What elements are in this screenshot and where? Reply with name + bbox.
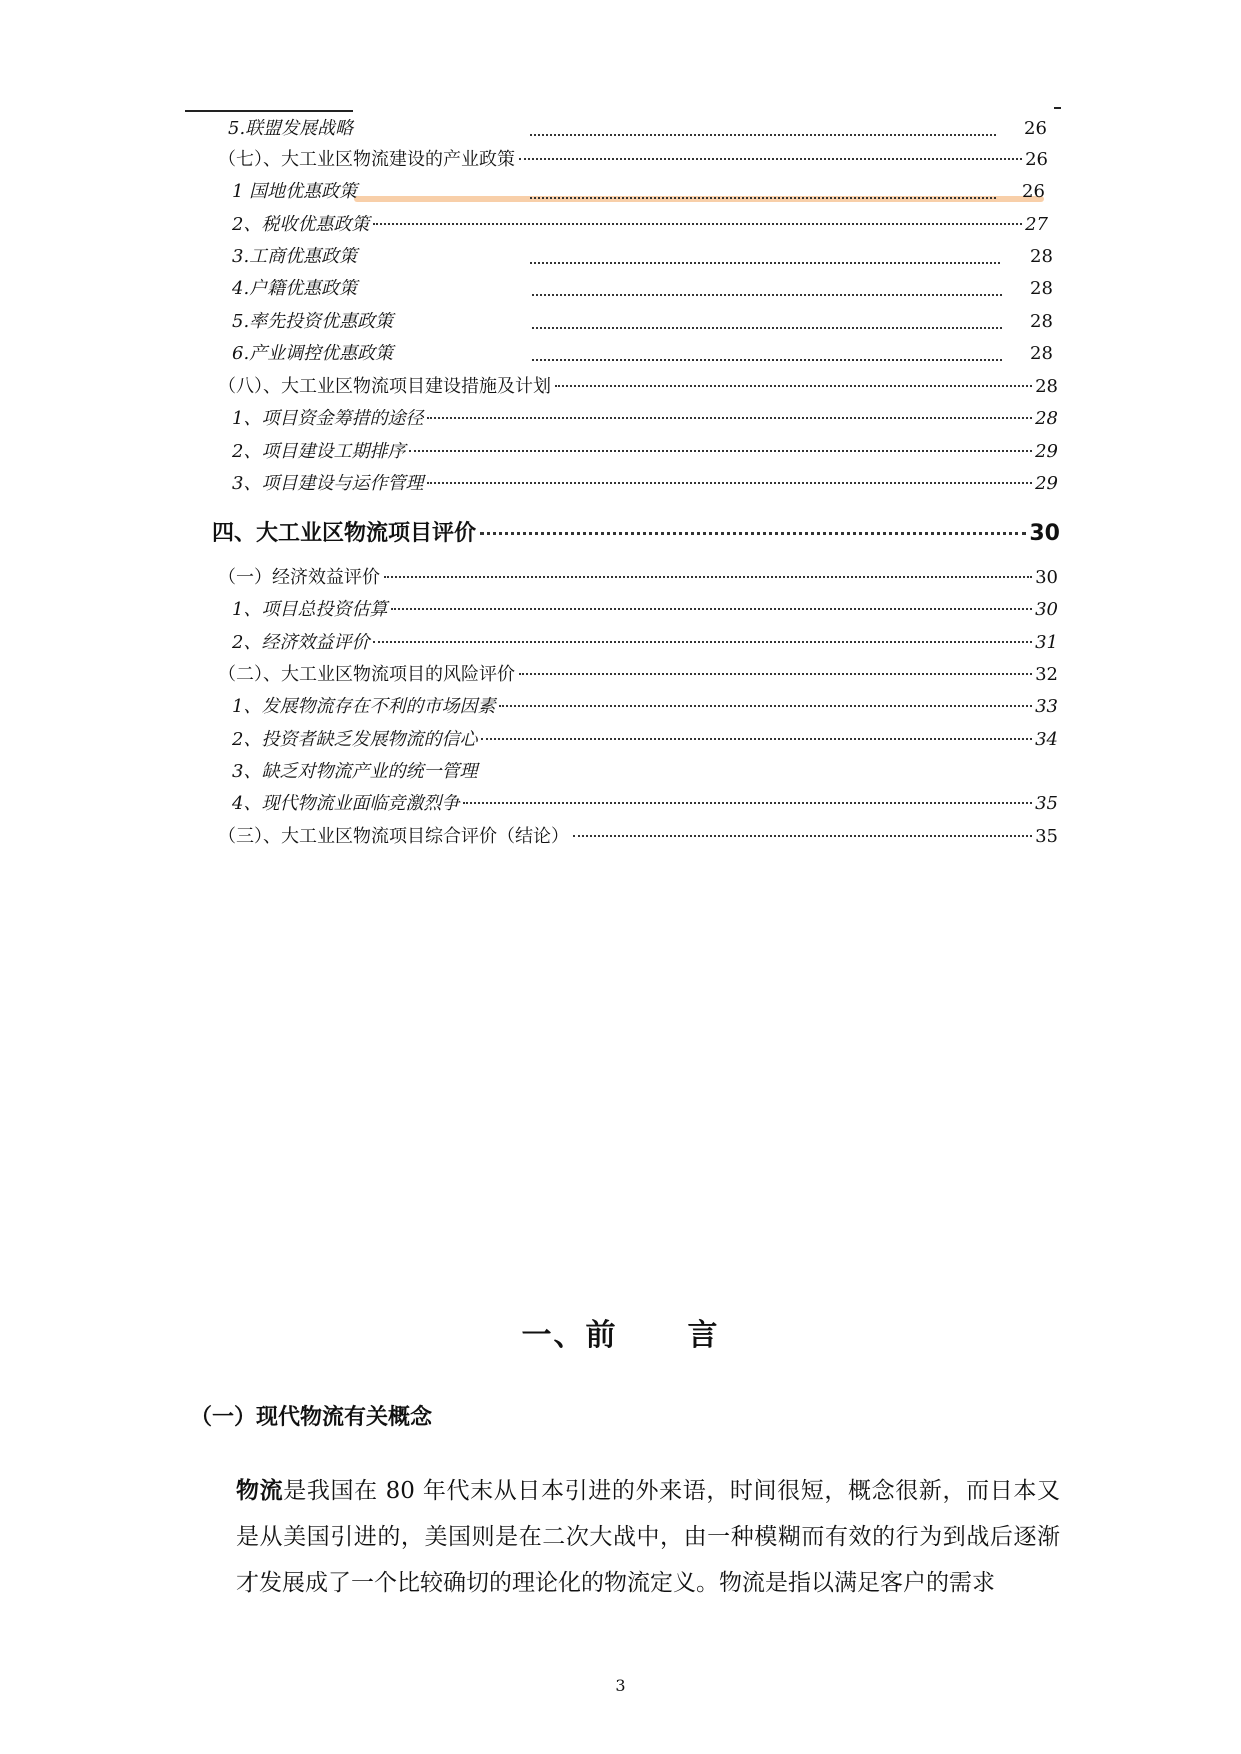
- toc-item-market-factors[interactable]: [232, 692, 1058, 722]
- toc-page-number: 28: [1030, 246, 1053, 267]
- toc-leader: [519, 158, 1022, 160]
- toc-item-land-policy[interactable]: [232, 177, 359, 207]
- toc-label: 2、经济效益评价: [232, 632, 370, 653]
- toc-page-number: 26: [1022, 181, 1045, 202]
- toc-leader: [384, 576, 1032, 578]
- toc-item-construction-plan[interactable]: [218, 372, 1058, 402]
- toc-leader: [519, 673, 1032, 675]
- toc-label: （八）、大工业区物流项目建设措施及计划: [218, 376, 551, 397]
- toc-item-commerce-policy[interactable]: [232, 242, 359, 272]
- toc-page-number: 26: [1025, 149, 1048, 170]
- toc-page-number: 32: [1035, 664, 1058, 685]
- toc-page-number: 35: [1035, 826, 1058, 847]
- toc-leader: [427, 482, 1032, 484]
- toc-leader: [532, 294, 1002, 296]
- toc-leader: [530, 262, 1000, 264]
- toc-item-unified-management[interactable]: [232, 757, 479, 787]
- toc-page-number: 29: [1035, 441, 1058, 462]
- toc-item-competition[interactable]: [232, 789, 1058, 819]
- toc-leader: [530, 197, 996, 199]
- toc-page-number: 31: [1035, 632, 1058, 653]
- toc-page-number: 27: [1025, 214, 1048, 235]
- toc-leader: [532, 359, 1002, 361]
- toc-label: 1、发展物流存在不利的市场因素: [232, 696, 496, 717]
- toc-label: 5.联盟发展战略: [228, 118, 354, 139]
- toc-item-economic-evaluation[interactable]: [218, 563, 1058, 593]
- chapter-title-part1: 一、前: [521, 1318, 618, 1353]
- toc-page-number: 28: [1030, 278, 1053, 299]
- toc-page-number: 35: [1035, 793, 1058, 814]
- toc-label: （二）、大工业区物流项目的风险评价: [218, 664, 515, 685]
- toc-item-chapter-four[interactable]: [212, 517, 1060, 551]
- toc-leader: [373, 641, 1032, 643]
- toc-item-comprehensive-evaluation[interactable]: [218, 822, 1058, 852]
- toc-page-number: 33: [1035, 696, 1058, 717]
- toc-leader: [555, 385, 1032, 387]
- toc-item-regulation-policy[interactable]: [232, 339, 395, 369]
- key-term: 物流: [236, 1478, 284, 1504]
- toc-page-number: 26: [1024, 118, 1047, 139]
- toc-label: 2、税收优惠政策: [232, 214, 370, 235]
- table-of-contents: [0, 0, 1241, 860]
- toc-label: 四、大工业区物流项目评价: [212, 521, 477, 546]
- page-number: 3: [615, 1676, 626, 1695]
- toc-item-schedule[interactable]: [232, 437, 1058, 467]
- toc-page-number: 34: [1035, 729, 1058, 750]
- toc-item-tax-policy[interactable]: [232, 210, 1048, 240]
- toc-page-number: 28: [1030, 311, 1053, 332]
- toc-leader: [499, 705, 1032, 707]
- toc-item-economic-benefit[interactable]: [232, 628, 1058, 658]
- toc-page-number: 28: [1030, 343, 1053, 364]
- toc-leader: [573, 835, 1032, 837]
- toc-label: 1 国地优惠政策: [232, 181, 358, 202]
- toc-label: 6.产业调控优惠政策: [232, 343, 394, 364]
- toc-page-number: 30: [1029, 521, 1060, 546]
- toc-label: 4、现代物流业面临竞激烈争: [232, 793, 460, 814]
- toc-label: （三）、大工业区物流项目综合评价（结论）: [218, 826, 569, 847]
- toc-page-number: 30: [1035, 567, 1058, 588]
- toc-leader: [481, 738, 1032, 740]
- toc-leader: [391, 608, 1032, 610]
- toc-label: 3、缺乏对物流产业的统一管理: [232, 761, 478, 782]
- toc-page-number: 28: [1035, 408, 1058, 429]
- toc-leader: [463, 802, 1032, 804]
- toc-leader: [532, 327, 1002, 329]
- toc-leader: [530, 134, 996, 136]
- toc-leader: [480, 532, 1026, 535]
- chapter-title: [0, 1310, 1241, 1354]
- body-paragraph: [190, 1468, 1060, 1606]
- toc-item-industrial-policy[interactable]: [218, 145, 1048, 175]
- toc-label: （一）经济效益评价: [218, 567, 380, 588]
- toc-item-risk-evaluation[interactable]: [218, 660, 1058, 690]
- toc-label: 1、项目资金筹措的途径: [232, 408, 424, 429]
- toc-label: 5.率先投资优惠政策: [232, 311, 394, 332]
- toc-item-funding[interactable]: [232, 404, 1058, 434]
- chapter-title-part2: 言: [687, 1318, 720, 1353]
- toc-page-number: 29: [1035, 473, 1058, 494]
- toc-item-investor-confidence[interactable]: [232, 725, 1058, 755]
- toc-item-investment-policy[interactable]: [232, 307, 395, 337]
- toc-item-operation-management[interactable]: [232, 469, 1058, 499]
- toc-label: 3.工商优惠政策: [232, 246, 358, 267]
- toc-label: 4.户籍优惠政策: [232, 278, 358, 299]
- toc-label: 1、项目总投资估算: [232, 599, 388, 620]
- paragraph-text: 是我国在 80 年代末从日本引进的外来语，时间很短，概念很新，而日本又是从美国引进的，美国则是在二次大战中，由一种模糊而有效的行为到战后逐渐才发展成了一个比较确切的理论化的物流定义。物流是指以满足客户的需求: [236, 1478, 1061, 1596]
- toc-leader: [409, 450, 1032, 452]
- toc-label: 3、项目建设与运作管理: [232, 473, 424, 494]
- toc-leader: [427, 417, 1032, 419]
- section-title: （一）现代物流有关概念: [190, 1405, 433, 1430]
- toc-label: （七）、大工业区物流建设的产业政策: [218, 149, 515, 170]
- toc-item-household-policy[interactable]: [232, 274, 359, 304]
- toc-leader: [373, 223, 1022, 225]
- toc-label: 2、投资者缺乏发展物流的信心: [232, 729, 478, 750]
- toc-page-number: 30: [1035, 599, 1058, 620]
- toc-page-number: 28: [1035, 376, 1058, 397]
- toc-label: 2、项目建设工期排序: [232, 441, 406, 462]
- toc-item-total-investment[interactable]: [232, 595, 1058, 625]
- toc-item-alliance-strategy[interactable]: [228, 114, 355, 144]
